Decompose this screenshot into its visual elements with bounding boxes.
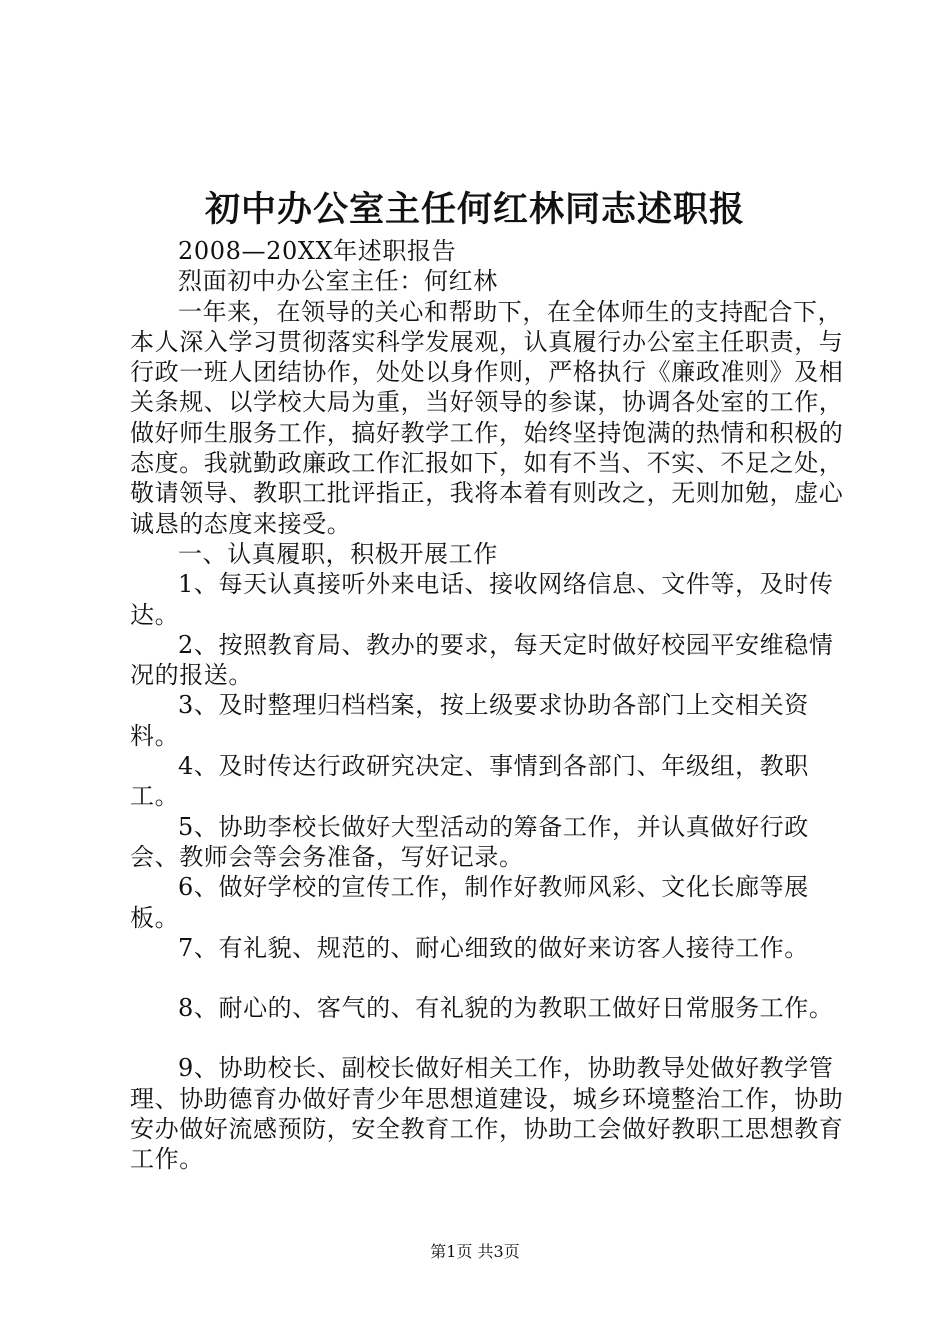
list-item: 5、协助李校长做好大型活动的筹备工作，并认真做好行政会、教师会等会务准备，写好记录。 bbox=[130, 812, 809, 871]
author-line: 烈面初中办公室主任：何红林 bbox=[178, 267, 498, 296]
document-body bbox=[130, 236, 845, 1175]
list-item: 9、协助校长、副校长做好相关工作，协助教导处做好教学管理、协助德育办做好青少年思想道建设，城乡环境整治工作，协助安办做好流感预防，安全教育工作，协助工会做好教职工思想教育工作。 bbox=[130, 1054, 844, 1174]
list-item: 3、及时整理归档档案，按上级要求协助各部门上交相关资料。 bbox=[130, 691, 809, 750]
page-footer: 第1页 共3页 bbox=[430, 1242, 520, 1261]
list-item: 8、耐心的、客气的、有礼貌的为教职工做好日常服务工作。 bbox=[178, 994, 834, 1023]
document-title: 初中办公室主任何红林同志述职报 bbox=[204, 189, 745, 230]
list-item: 6、做好学校的宣传工作，制作好教师风彩、文化长廊等展板。 bbox=[130, 873, 809, 932]
intro-paragraph: 一年来，在领导的关心和帮助下，在全体师生的支持配合下，本人深入学习贯彻落实科学发展观，认真履行办公室主任职责，与行政一班人团结协作，处处以身作则，严格执行《廉政准则》及相关条规、以学校大局为重，当好领导的参谋，协调各处室的工作，做好师生服务工作，搞好教学工作，始终坚持饱满的热情和积极的态度。我就勤政廉政工作汇报如下，如有不当、不实、不足之处，敬请领导、教职工批评指正，我将本着有则改之，无则加勉，虚心诚恳的态度来接受。 bbox=[130, 297, 844, 538]
list-item: 1、每天认真接听外来电话、接收网络信息、文件等，及时传达。 bbox=[130, 570, 834, 629]
list-item: 7、有礼貌、规范的、耐心细致的做好来访客人接待工作。 bbox=[178, 933, 809, 962]
section-heading: 一、认真履职，积极开展工作 bbox=[178, 539, 498, 568]
list-item: 2、按照教育局、教办的要求，每天定时做好校园平安维稳情况的报送。 bbox=[130, 630, 834, 690]
list-item: 4、及时传达行政研究决定、事情到各部门、年级组，教职工。 bbox=[130, 752, 809, 811]
report-period: 2008—20XX年述职报告 bbox=[178, 237, 457, 265]
